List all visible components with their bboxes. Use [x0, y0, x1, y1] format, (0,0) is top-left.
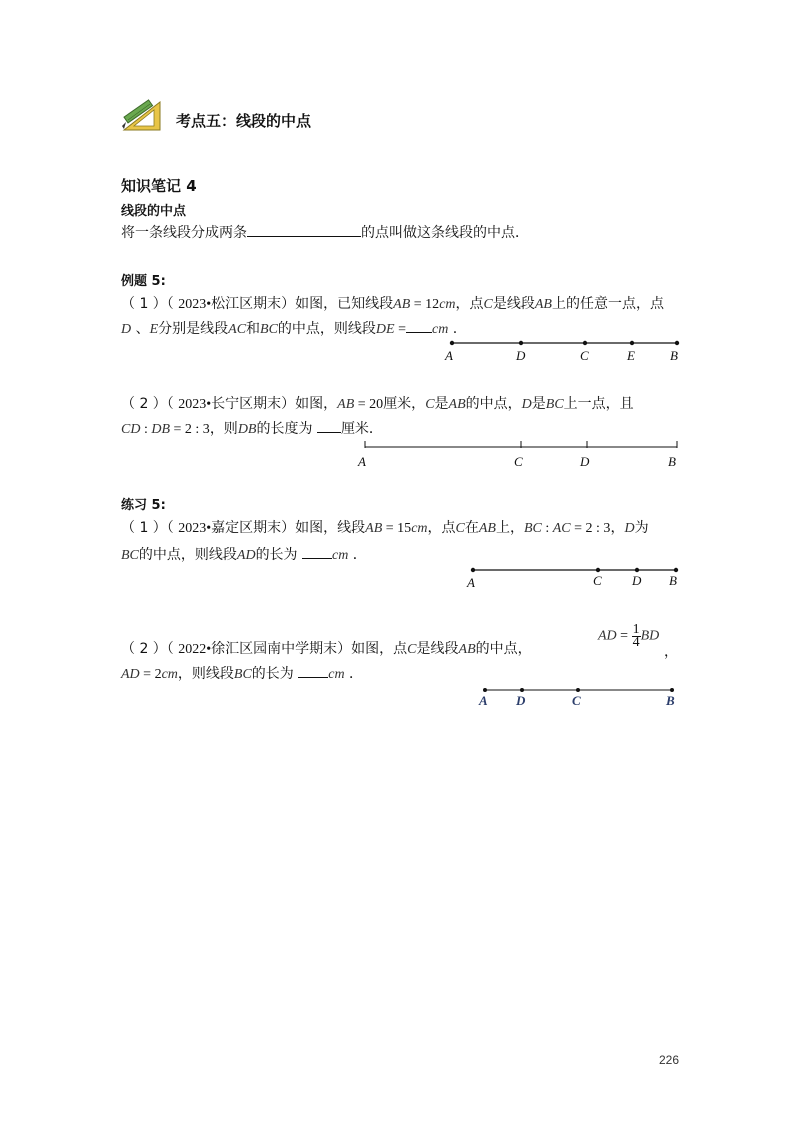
- point-e: [630, 341, 634, 345]
- math-ac: AC: [552, 521, 571, 536]
- math-bc: BC: [233, 667, 252, 682]
- page-number: 226: [659, 1053, 680, 1067]
- section-icon: [120, 96, 164, 134]
- q-text: ，点: [427, 520, 456, 536]
- q-text: 的长为: [255, 547, 298, 563]
- math-ratio: = 2 : 3: [570, 521, 611, 536]
- q-source: 2023•嘉定区期末: [178, 521, 282, 536]
- q-text: 的中点，则线段: [277, 321, 376, 337]
- math-db: DB: [237, 422, 257, 437]
- q-text: ，: [610, 520, 625, 536]
- math-unit: cm: [411, 521, 428, 536]
- label-c: C: [593, 573, 602, 588]
- q-source: 2022•徐汇区园南中学期末: [178, 642, 338, 657]
- note-answer-blank[interactable]: [247, 224, 361, 237]
- q-text: ）如图，已知线段: [281, 296, 394, 312]
- math-ad: AD: [121, 667, 140, 682]
- point-c: [576, 688, 580, 692]
- example-q1-line2: [121, 318, 457, 338]
- math-unit: cm: [332, 548, 349, 563]
- math-d: D: [521, 397, 532, 412]
- point-b: [670, 688, 674, 692]
- math-ab: AB: [448, 397, 466, 412]
- practice-q2-line1: [121, 638, 532, 658]
- q-text: ．: [348, 547, 367, 563]
- practice-q1-line2: [121, 544, 367, 564]
- math-colon: :: [541, 521, 553, 536]
- math-eq: = 20: [354, 397, 384, 412]
- math-unit: cm: [432, 322, 449, 337]
- answer-blank[interactable]: [317, 420, 341, 433]
- practice-heading: 练习 5:: [121, 498, 166, 513]
- math-bd: BD: [640, 628, 660, 644]
- q-text: 、: [131, 321, 150, 337]
- math-unit: cm: [439, 297, 456, 312]
- math-d: D: [624, 521, 635, 536]
- note-heading: 知识笔记 4: [121, 177, 197, 195]
- q-source: 2023•松江区期末: [178, 297, 282, 312]
- math-eq: = 15: [382, 521, 412, 536]
- q-text: ）如图，: [281, 396, 338, 412]
- fraction-denominator: 4: [632, 635, 640, 650]
- math-c: C: [425, 397, 435, 412]
- fraction-numerator: 1: [632, 622, 640, 637]
- label-b: B: [670, 348, 678, 363]
- fraction-one-quarter: [632, 624, 641, 649]
- math-eq: = 2: [139, 667, 162, 682]
- label-d: D: [516, 693, 526, 708]
- label-c: C: [514, 454, 523, 469]
- math-db: DB: [151, 422, 171, 437]
- q-text: 的中点，则线段: [138, 547, 237, 563]
- label-c: C: [580, 348, 589, 363]
- answer-blank[interactable]: [406, 320, 432, 333]
- label-e: E: [627, 348, 635, 363]
- point-d: [520, 688, 524, 692]
- label-d: D: [632, 573, 642, 588]
- q-text: 厘米．: [340, 421, 383, 437]
- example-q1-line1: [121, 293, 664, 313]
- math-ab: AB: [478, 521, 496, 536]
- practice-q2-comma: ，: [664, 644, 678, 660]
- label-b: B: [669, 573, 677, 588]
- q-text: 是线段: [416, 641, 459, 657]
- math-c: C: [483, 297, 493, 312]
- q-source: 2023•长宁区期末: [178, 397, 282, 412]
- note-text: [121, 222, 529, 242]
- q-text: 在: [464, 520, 479, 536]
- label-c: C: [572, 693, 581, 708]
- math-ab: AB: [458, 642, 476, 657]
- q-text: 的长为: [251, 666, 294, 682]
- math-de: DE: [375, 322, 395, 337]
- q-text: 是线段: [492, 296, 535, 312]
- math-ab: AB: [337, 397, 355, 412]
- example-q1-figure: [440, 336, 690, 366]
- q-text: 的中点，: [465, 396, 522, 412]
- math-unit: cm: [161, 667, 178, 682]
- q-text: ，则线段: [177, 666, 234, 682]
- label-a: A: [467, 575, 475, 590]
- q-text: 的中点，: [475, 641, 532, 657]
- math-d: D: [121, 322, 132, 337]
- math-ab: AB: [393, 297, 411, 312]
- q-number: （ 1 ）（: [121, 520, 179, 536]
- q-text: 和: [246, 321, 261, 337]
- note-text-before: 将一条线段分成两条: [121, 225, 247, 241]
- label-a: A: [358, 454, 366, 469]
- math-ad: AD: [236, 548, 256, 563]
- practice-q2-figure: [476, 684, 686, 714]
- math-ab: AB: [534, 297, 552, 312]
- point-c: [583, 341, 587, 345]
- point-d: [519, 341, 523, 345]
- math-ratio: = 2 : 3: [170, 422, 210, 437]
- q-text: 是: [434, 396, 449, 412]
- q-text: 分别是线段: [158, 321, 229, 337]
- math-c: C: [455, 521, 465, 536]
- q-text: 是: [531, 396, 546, 412]
- math-eq: =: [616, 628, 632, 644]
- point-b: [674, 568, 678, 572]
- label-d: D: [516, 348, 526, 363]
- math-ac: AC: [228, 322, 247, 337]
- practice-q1-line1: [121, 517, 649, 537]
- point-b: [675, 341, 679, 345]
- page-title: 考点五：线段的中点: [176, 112, 312, 130]
- math-e: E: [149, 322, 159, 337]
- label-b: B: [666, 693, 675, 708]
- point-c: [596, 568, 600, 572]
- q-text: .: [448, 321, 458, 337]
- q-text: ）如图，点: [337, 641, 408, 657]
- point-a: [471, 568, 475, 572]
- practice-q2-line2: [121, 663, 363, 683]
- q-text: ，则: [209, 421, 238, 437]
- math-bc: BC: [545, 397, 564, 412]
- note-text-after: 的点叫做这条线段的中点．: [361, 225, 529, 241]
- point-a: [483, 688, 487, 692]
- answer-blank[interactable]: [298, 665, 328, 678]
- q-text: 上一点，且: [563, 396, 634, 412]
- practice-q1-figure: [462, 563, 692, 593]
- q-text: ．: [344, 666, 364, 682]
- practice-q2-fraction: [598, 624, 659, 649]
- math-ad: AD: [598, 628, 617, 644]
- math-bc: BC: [260, 322, 278, 337]
- q-text: ）如图，线段: [281, 520, 366, 536]
- math-cd: CD: [121, 422, 141, 437]
- note-subheading: 线段的中点: [121, 204, 187, 219]
- math-bc: BC: [121, 548, 139, 563]
- q-number: （ 2 ）（: [121, 396, 179, 412]
- math-eq: = 12: [410, 297, 440, 312]
- math-unit: cm: [328, 667, 345, 682]
- q-text: ，点: [455, 296, 484, 312]
- q-number: （ 2 ）（: [121, 641, 179, 657]
- q-text: 厘米，: [383, 396, 426, 412]
- example-q2-line2: [121, 418, 383, 438]
- label-d: D: [580, 454, 590, 469]
- math-eq: =: [394, 322, 406, 337]
- q-number: （ 1 ）（: [121, 296, 179, 312]
- q-text: 上的任意一点，点: [551, 296, 664, 312]
- example-heading: 例题 5:: [121, 274, 166, 289]
- math-ab: AB: [365, 521, 383, 536]
- example-q2-figure: [355, 438, 690, 472]
- example-q2-line1: [121, 393, 634, 413]
- answer-blank[interactable]: [302, 546, 332, 559]
- label-a: A: [445, 348, 453, 363]
- math-bc: BC: [523, 521, 542, 536]
- q-text: 的长度为: [256, 421, 313, 437]
- q-text: 上，: [495, 520, 524, 536]
- point-d: [635, 568, 639, 572]
- label-a: A: [479, 693, 488, 708]
- point-a: [450, 341, 454, 345]
- math-colon: :: [140, 422, 152, 437]
- label-b: B: [668, 454, 676, 469]
- ruler-pencil-icon: [120, 96, 164, 134]
- math-c: C: [407, 642, 417, 657]
- q-text: 为: [634, 520, 649, 536]
